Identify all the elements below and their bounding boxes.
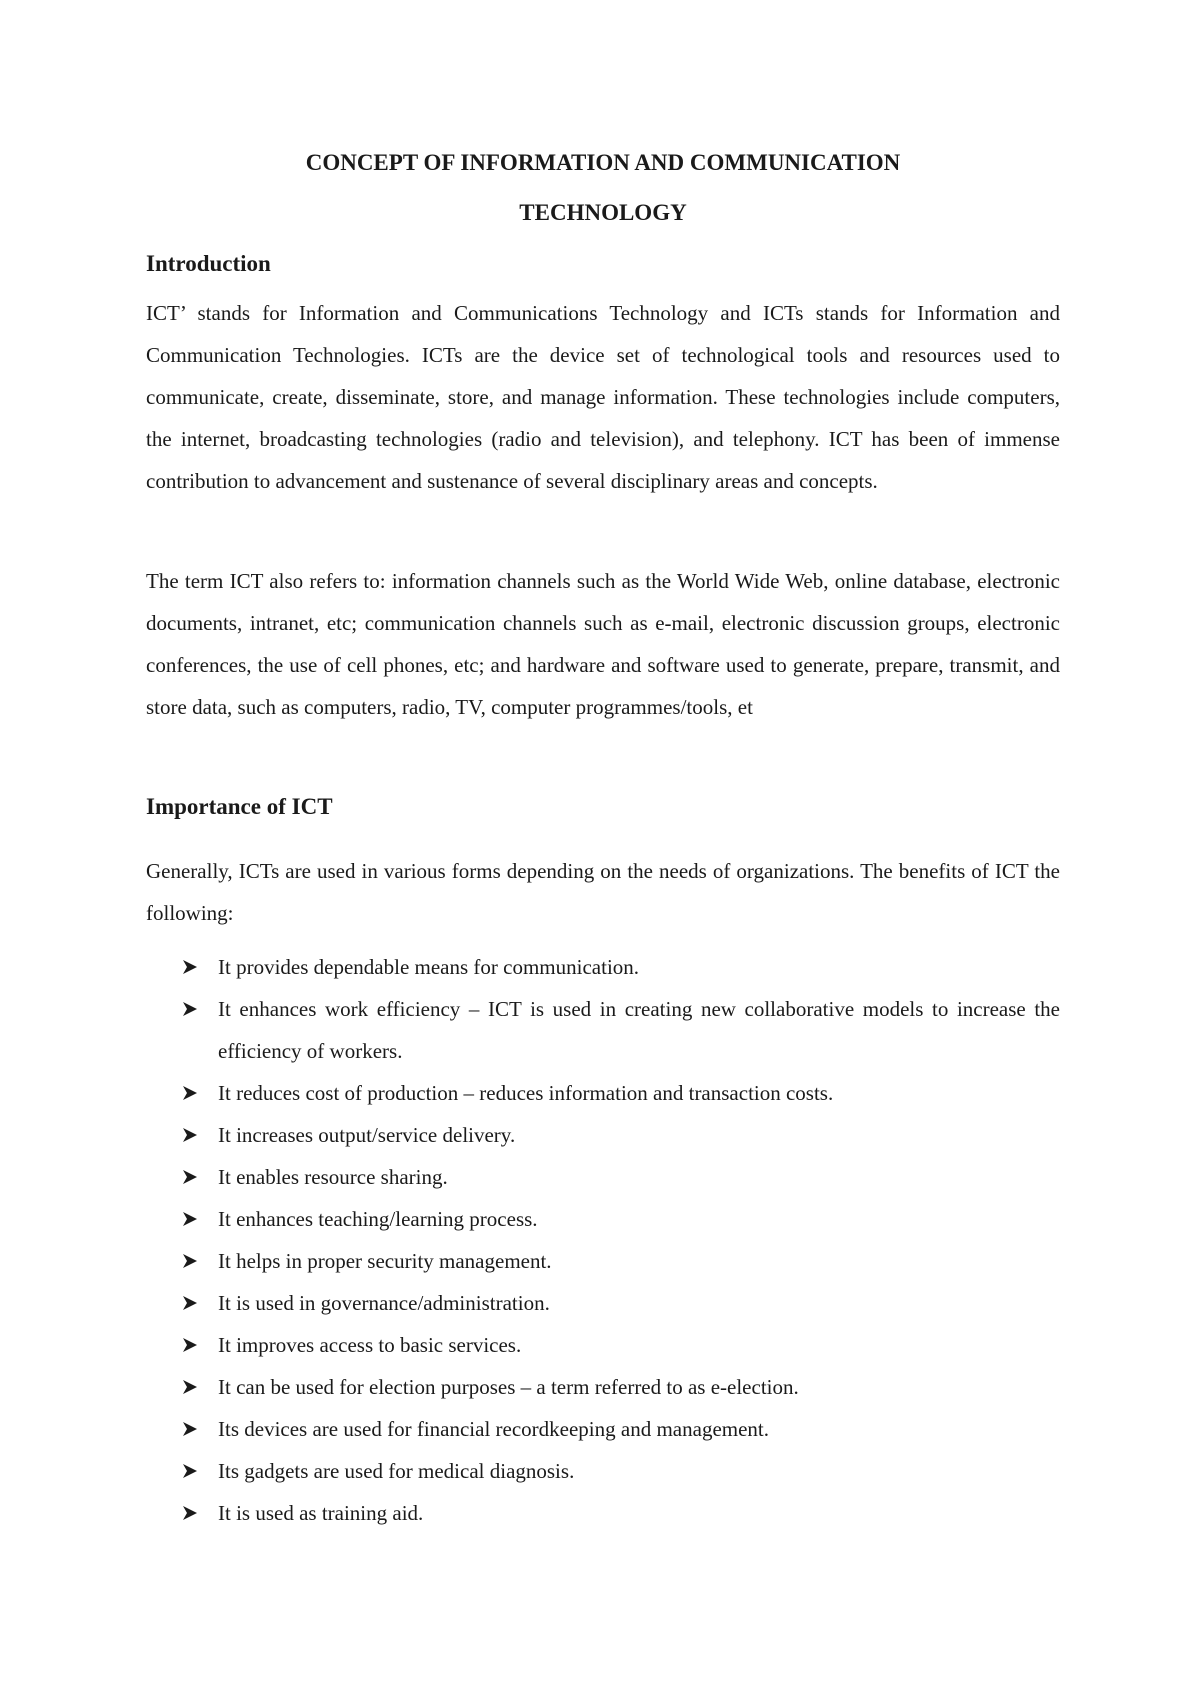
- document-page: [146, 0, 1060, 1696]
- list-item-text: It improves access to basic services.: [218, 1333, 522, 1357]
- arrowhead-bullet-icon: [182, 1408, 202, 1450]
- arrowhead-bullet-icon: [182, 1492, 202, 1534]
- importance-heading: Importance of ICT: [146, 794, 333, 819]
- list-item-text: It enables resource sharing.: [218, 1165, 448, 1189]
- list-item: [146, 1114, 1060, 1156]
- arrowhead-bullet-icon: [182, 1198, 202, 1240]
- arrowhead-bullet-icon: [182, 1282, 202, 1324]
- document-title-line-1: CONCEPT OF INFORMATION AND COMMUNICATION: [305, 150, 901, 175]
- introduction-paragraph-2: The term ICT also refers to: information channels such as the World Wide Web, online database, electronic documents, intranet, etc; communication channels such as e-mail, electronic discussion groups, electronic conferences, the use of cell phones, etc; and hardware and software used to generate, prepare, transmit, and store data, such as computers, radio, TV, computer programmes/tools, et: [146, 569, 1060, 719]
- arrowhead-bullet-icon: [182, 1450, 202, 1492]
- list-item: [146, 1072, 1060, 1114]
- benefits-list: [146, 946, 1060, 1534]
- list-item: [146, 1324, 1060, 1366]
- list-item: [146, 1282, 1060, 1324]
- list-item-text: It is used as training aid.: [218, 1501, 424, 1525]
- list-item: [146, 1450, 1060, 1492]
- list-item: [146, 1408, 1060, 1450]
- list-item-text: It enhances work efficiency – ICT is used in creating new collaborative models to increase the efficiency of workers.: [218, 997, 1060, 1063]
- arrowhead-bullet-icon: [182, 1324, 202, 1366]
- list-item-text: It helps in proper security management.: [218, 1249, 552, 1273]
- arrowhead-bullet-icon: [182, 1240, 202, 1282]
- list-item-text: It increases output/service delivery.: [218, 1123, 516, 1147]
- list-item-text: It reduces cost of production – reduces information and transaction costs.: [218, 1081, 834, 1105]
- list-item: [146, 946, 1060, 988]
- list-item: [146, 1240, 1060, 1282]
- arrowhead-bullet-icon: [182, 1156, 202, 1198]
- list-item: [146, 1198, 1060, 1240]
- arrowhead-bullet-icon: [182, 946, 202, 988]
- list-item: [146, 1366, 1060, 1408]
- arrowhead-bullet-icon: [182, 988, 202, 1030]
- importance-paragraph: Generally, ICTs are used in various forms depending on the needs of organizations. The benefits of ICT the following:: [146, 859, 1060, 925]
- arrowhead-bullet-icon: [182, 1366, 202, 1408]
- list-item-text: It is used in governance/administration.: [218, 1291, 550, 1315]
- document-title-line-2: TECHNOLOGY: [519, 200, 687, 225]
- list-item-text: It can be used for election purposes – a term referred to as e-election.: [218, 1375, 799, 1399]
- list-item: [146, 988, 1060, 1072]
- list-item-text: Its devices are used for financial recordkeeping and management.: [218, 1417, 770, 1441]
- arrowhead-bullet-icon: [182, 1072, 202, 1114]
- introduction-heading: Introduction: [146, 251, 271, 276]
- arrowhead-bullet-icon: [182, 1114, 202, 1156]
- introduction-paragraph-1: ICT’ stands for Information and Communications Technology and ICTs stands for Information and Communication Technologies. ICTs are the device set of technological tools and resources used to communicate, create, disseminate, store, and manage information. These technologies include computers, the internet, broadcasting technologies (radio and television), and telephony. ICT has been of immense contribution to advancement and sustenance of several disciplinary areas and concepts.: [146, 301, 1060, 493]
- list-item: [146, 1492, 1060, 1534]
- list-item-text: It provides dependable means for communication.: [218, 955, 640, 979]
- list-item-text: It enhances teaching/learning process.: [218, 1207, 538, 1231]
- list-item: [146, 1156, 1060, 1198]
- list-item-text: Its gadgets are used for medical diagnosis.: [218, 1459, 575, 1483]
